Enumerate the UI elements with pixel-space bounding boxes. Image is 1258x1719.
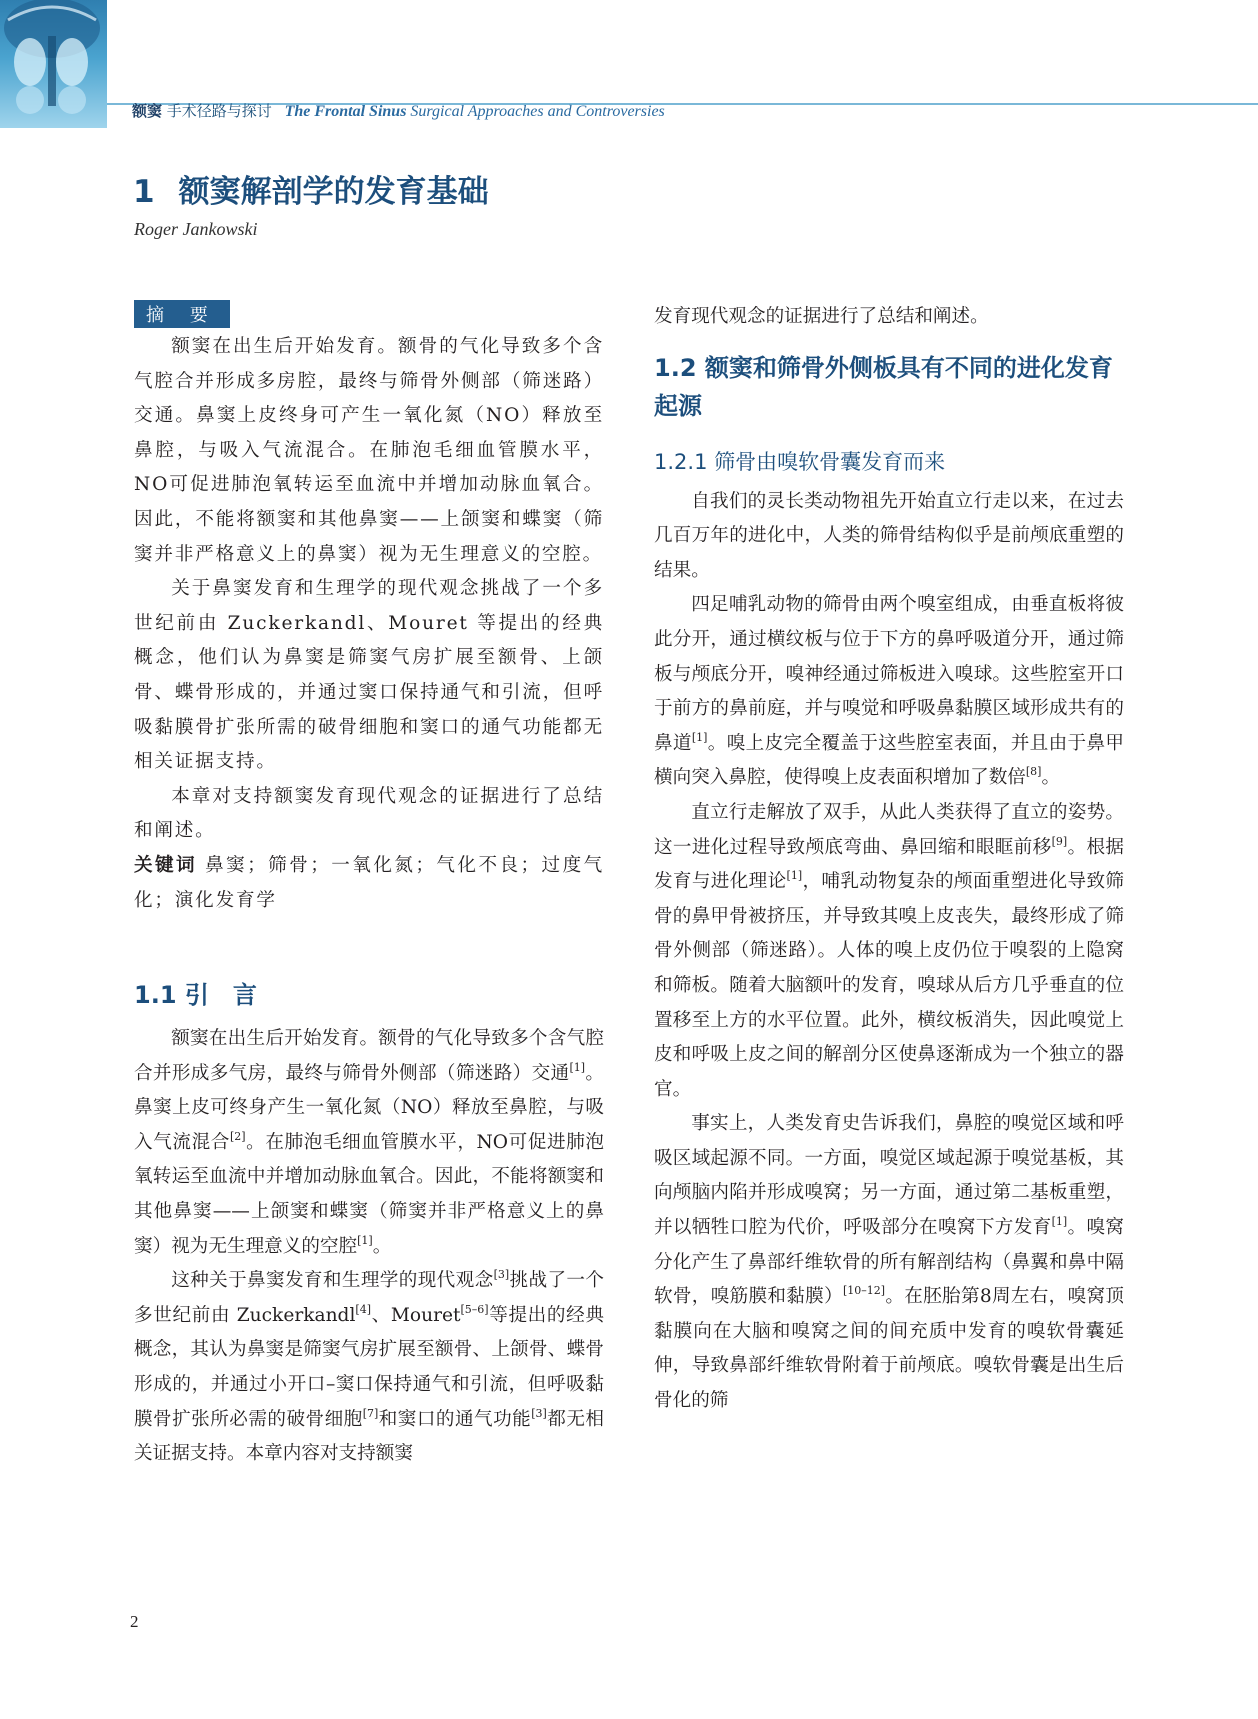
running-head [132, 100, 665, 121]
citation: [8] [1025, 765, 1042, 779]
running-head-en-bold: The Frontal Sinus [284, 103, 407, 120]
text-run: 。鼻窦上皮可终身产生一氧化氮（NO）释放至鼻腔，与吸入气流混合 [134, 1062, 604, 1153]
running-head-zh: 手术径路与探讨 [166, 102, 272, 120]
text-run: 。嗅窝分化产生了鼻部纤维软骨的所有解剖结构（鼻翼和鼻中隔软骨，嗅筋膜和黏膜） [654, 1217, 1124, 1308]
continuation-text: 发育现代观念的证据进行了总结和阐述。 [654, 306, 989, 327]
abstract-paragraph: 本章对支持额窦发育现代观念的证据进行了总结和阐述。 [134, 785, 604, 842]
citation: [3] [493, 1268, 510, 1282]
running-head-zh-bold: 额窦 [132, 102, 163, 120]
text-run: 。在胚胎第8周左右，嗅窝顶黏膜向在大脑和嗅窝之间的间充质中发育的嗅软骨囊延伸，导致鼻部纤维软骨附着于前颅底。嗅软骨囊是出生后骨化的筛 [654, 1286, 1124, 1412]
text-run: 这种关于鼻窦发育和生理学的现代观念 [171, 1270, 494, 1292]
text-run: 。根据发育与进化理论 [654, 836, 1124, 893]
chapter-title [133, 166, 489, 211]
running-head-en-rest: Surgical Approaches and Controversies [410, 103, 665, 120]
text-run: 。 [1041, 767, 1061, 789]
citation: [9] [1051, 834, 1068, 848]
text-run: 。 [372, 1235, 392, 1257]
citation: [1] [786, 869, 803, 883]
citation: [10–12] [842, 1284, 886, 1298]
text-run: 。嗅上皮完全覆盖于这些腔室表面，并且由于鼻甲横向突入鼻腔，使得嗅上皮表面积增加了数倍 [654, 732, 1124, 789]
text-run: 事实上，人类发育史告诉我们，鼻腔的嗅觉区域和呼吸区域起源不同。一方面，嗅觉区域起源于嗅觉基板，其向颅脑内陷并形成嗅窝；另一方面，通过第二基板重塑，并以牺牲口腔为代价，呼吸部分在嗅窝下方发育 [654, 1113, 1124, 1239]
citation: [2] [229, 1129, 246, 1143]
page-number: 2 [130, 1612, 139, 1631]
text-run: 挑战了一个多世纪前由 Zuckerkandl [134, 1270, 604, 1326]
running-head-en [285, 103, 665, 120]
text-run: 和窦口的通气功能 [378, 1408, 532, 1430]
section-heading-1-1: 1.1 引 言 [134, 981, 257, 1010]
text-run: 。在肺泡毛细血管膜水平，NO可促进肺泡氧转运至血流中并增加动脉血氧合。因此，不能将额窦和其他鼻窦——上颌窦和蝶窦（筛窦并非严格意义上的鼻窦）视为无生理意义的空腔 [134, 1131, 604, 1257]
body-paragraph-1: 自我们的灵长类动物祖先开始直立行走以来，在过去几百万年的进化中，人类的筛骨结构似乎是前颅底重塑的结果。 [654, 490, 1124, 581]
text-run: 都无相关证据支持。本章内容对支持额窦 [134, 1408, 604, 1465]
text-run: 、Mouret [371, 1304, 461, 1326]
text-run: 直立行走解放了双手，从此人类获得了直立的姿势。这一进化过程导致颅底弯曲、鼻回缩和眼眶前移 [654, 801, 1124, 858]
citation: [7] [362, 1406, 379, 1420]
citation: [1] [1051, 1215, 1068, 1229]
keywords [134, 849, 604, 918]
body-paragraph-3 [654, 796, 1124, 1107]
chapter-header-image [0, 0, 107, 128]
citation: [1] [691, 730, 708, 744]
keywords-label: 关键词 [134, 854, 198, 876]
citation: [1] [357, 1233, 373, 1247]
abstract-label: 摘 要 [134, 300, 230, 328]
chapter-number: 1 [133, 174, 155, 210]
text-run: ，哺乳动物复杂的颅面重塑进化导致筛骨的鼻甲骨被挤压，并导致其嗅上皮丧失，最终形成了筛骨外侧部（筛迷路）。人体的嗅上皮仍位于嗅裂的上隐窝和筛板。随着大脑额叶的发育，嗅球从后方几乎垂直的位置移至上方的水平位置。此外，横纹板消失，因此嗅觉上皮和呼吸上皮之间的解剖分区使鼻逐渐成为一个独立的器官。 [654, 871, 1124, 1100]
text-run: 额窦在出生后开始发育。额骨的气化导致多个含气腔合并形成多气房，最终与筛骨外侧部（筛迷路）交通 [134, 1028, 604, 1084]
citation: [5–6] [460, 1302, 489, 1316]
right-column [654, 300, 1124, 1419]
text-run: 等提出的经典概念，其认为鼻窦是筛窦气房扩展至额骨、上颌骨、蝶骨形成的，并通过小开口–窦口保持通气和引流，但呼吸黏膜骨扩张所必需的破骨细胞 [134, 1304, 604, 1430]
abstract-paragraph: 额窦在出生后开始发育。额骨的气化导致多个含气腔合并形成多房腔，最终与筛骨外侧部（筛迷路）交通。鼻窦上皮终身可产生一氧化氮（NO）释放至鼻腔，与吸入气流混合。在肺泡毛细血管膜水平，NO可促进肺泡氧转运至血流中并增加动脉血氧合。因此，不能将额窦和其他鼻窦——上颌窦和蝶窦（筛窦并非严格意义上的鼻窦）视为无生理意义的空腔。 [134, 336, 604, 565]
keywords-text: 鼻窦；筛骨；一氧化氮；气化不良；过度气化；演化发育学 [134, 854, 604, 911]
citation: [1] [569, 1060, 586, 1074]
intro-paragraph-2 [134, 1264, 604, 1472]
body-paragraph-4 [654, 1107, 1124, 1418]
text-run: 四足哺乳动物的筛骨由两个嗅室组成，由垂直板将彼此分开，通过横纹板与位于下方的鼻呼吸道分开，通过筛板与颅底分开，嗅神经通过筛板进入嗅球。这些腔室开口于前方的鼻前庭，并与嗅觉和呼吸鼻黏膜区域形成共有的鼻道 [654, 594, 1124, 754]
abstract-paragraph: 关于鼻窦发育和生理学的现代观念挑战了一个多世纪前由 Zuckerkandl、Mouret 等提出的经典概念，他们认为鼻窦是筛窦气房扩展至额骨、上颌骨、蝶骨形成的，并通过窦口保持通气和引流，但呼吸黏膜骨扩张所需的破骨细胞和窦口的通气功能都无相关证据支持。 [134, 578, 604, 773]
section-heading-1-2: 1.2 额窦和筛骨外侧板具有不同的进化发育起源 [654, 353, 1113, 420]
citation: [4] [355, 1302, 371, 1316]
section-heading-1-2-1: 1.2.1 筛骨由嗅软骨囊发育而来 [654, 449, 946, 474]
left-column [134, 300, 604, 1472]
chapter-author: Roger Jankowski [134, 219, 258, 239]
body-paragraph-2 [654, 588, 1124, 796]
chapter-title-text: 额窦解剖学的发育基础 [178, 174, 489, 210]
sinus-scan-graphic [0, 0, 107, 128]
citation: [3] [531, 1406, 547, 1420]
intro-paragraph-1 [134, 1022, 604, 1264]
